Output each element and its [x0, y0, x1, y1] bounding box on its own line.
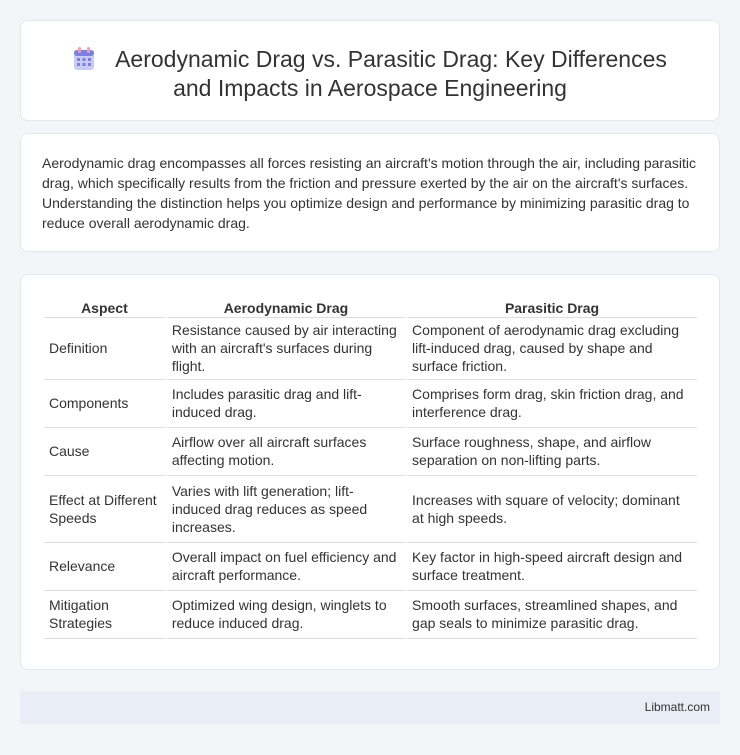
parasitic-cell: Smooth surfaces, streamlined shapes, and gap seals to minimize parasitic drag.: [407, 591, 697, 639]
calendar-icon: [73, 47, 95, 71]
parasitic-cell: Increases with square of velocity; dominant at high speeds.: [407, 476, 697, 543]
table-row: [44, 543, 697, 591]
parasitic-cell: Key factor in high-speed aircraft design and surface treatment.: [407, 543, 697, 591]
table-row: [44, 380, 697, 428]
table-header-row: [44, 295, 697, 318]
intro-card: [20, 133, 720, 252]
header-aspect: Aspect: [44, 295, 165, 318]
aerodynamic-cell: Airflow over all aircraft surfaces affecting motion.: [167, 428, 405, 476]
comparison-card: [20, 274, 720, 670]
table-row: [44, 476, 697, 543]
title-line-2: and Impacts in Aerospace Engineering: [173, 75, 567, 101]
title-card: [20, 20, 720, 121]
header-parasitic-drag: Parasitic Drag: [407, 295, 697, 318]
aerodynamic-cell: Resistance caused by air interacting with an aircraft's surfaces during flight.: [167, 318, 405, 380]
table-row: [44, 428, 697, 476]
table-row: [44, 591, 697, 639]
intro-paragraph: Aerodynamic drag encompasses all forces resisting an aircraft's motion through the air, including parasitic drag, which specifically results from the friction and pressure exerted by the air on the aircraft's surfaces. Understanding the distinction helps you optimize design and performance by minimizing parasitic drag to reduce overall aerodynamic drag.: [42, 155, 696, 231]
aerodynamic-cell: Varies with lift generation; lift-induced drag reduces as speed increases.: [167, 476, 405, 543]
parasitic-cell: Component of aerodynamic drag excluding lift-induced drag, caused by shape and surface friction.: [407, 318, 697, 380]
aspect-cell: Cause: [44, 428, 165, 476]
footer: [20, 691, 720, 724]
aerodynamic-cell: Overall impact on fuel efficiency and aircraft performance.: [167, 543, 405, 591]
parasitic-cell: Comprises form drag, skin friction drag, and interference drag.: [407, 380, 697, 428]
aspect-cell: Relevance: [44, 543, 165, 591]
comparison-table: [42, 295, 699, 639]
aspect-cell: Effect at Different Speeds: [44, 476, 165, 543]
page-title: [21, 45, 719, 103]
title-line-1: Aerodynamic Drag vs. Parasitic Drag: Key Differences: [115, 46, 667, 72]
table-row: [44, 318, 697, 380]
parasitic-cell: Surface roughness, shape, and airflow separation on non-lifting parts.: [407, 428, 697, 476]
header-aerodynamic-drag: Aerodynamic Drag: [167, 295, 405, 318]
aerodynamic-cell: Optimized wing design, winglets to reduce induced drag.: [167, 591, 405, 639]
footer-site-link[interactable]: Libmatt.com: [644, 700, 710, 714]
aerodynamic-cell: Includes parasitic drag and lift-induced drag.: [167, 380, 405, 428]
aspect-cell: Components: [44, 380, 165, 428]
aspect-cell: Mitigation Strategies: [44, 591, 165, 639]
aspect-cell: Definition: [44, 318, 165, 380]
